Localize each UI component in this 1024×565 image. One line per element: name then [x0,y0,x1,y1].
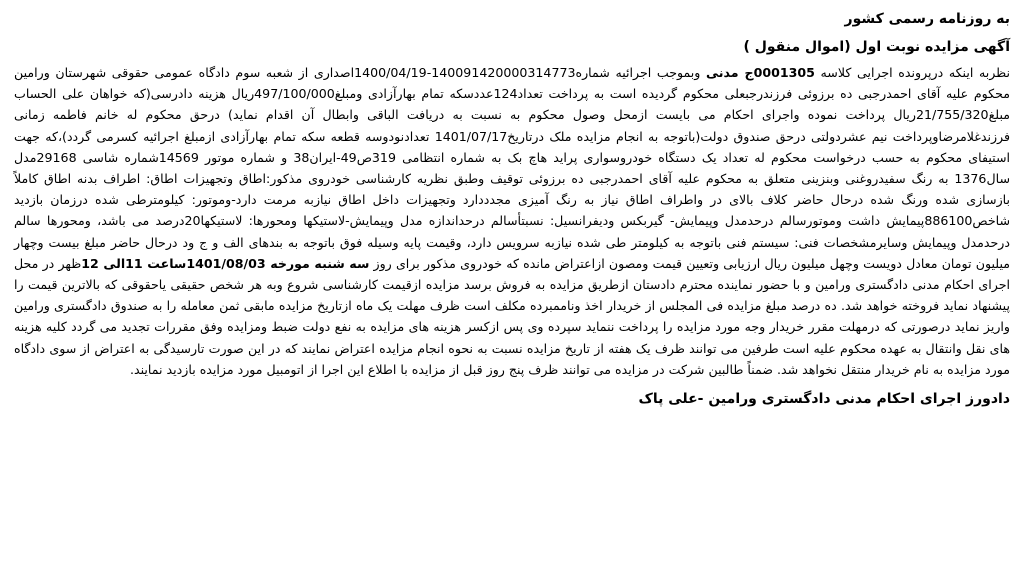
notice-body [14,62,1010,380]
signature: دادورز اجرای احکام مدنی دادگستری ورامین -علی پاک [638,391,1010,408]
body-main: وبموجب اجرائیه شماره140091420000314773-1400/04/19اصداری از شعبه سوم دادگاه عمومی حقوقی شهرستان ورامین محکوم علیه آقای احمدرجبی ده برزوئی فرزندرجبعلی محکوم گردیده است به پرداخت تعداد124عددسکه تمام بهارآزادی ومبلغ497/100/000ریال هزینه دادرسی(که خواهان علی الحساب مبلغ21/755/320ریال پرداخت نموده واجرای احکام می بایست ازمحل وصول محکوم به نسبت به دریافت الباقی وابطال آن اقدام نماید) درحق محکوم له خانم فاطمه زمانی فرزندغلامرضاوپرداخت نیم عشردولتی درحق صندوق دولت(باتوجه به انجام مزایده ملک درتاریخ1401/07/17 تعدادنودوسه قطعه سکه تمام بهارآزادی ازمبلغ اجرائیه کسرمی گردد)،که جهت استیفای محکوم به حسب درخواست محکوم له تعداد یک دستگاه خودروسواری پراید هاچ بک به شماره انتظامی 319ص49-ایران38 و شماره موتور 14569شماره شاسی 29168مدل سال1376 به رنگ سفیدروغنی وبنزینی متعلق به محکوم علیه آقای احمدرجبی ده برزوئی توقیف وطبق نظریه کارشناسی خودروی مذکور:اطاق وتجهیزات اطاق: اطراف بدنه اطاق کاملاً بازسازی شده ورنگ شده درحال حاضر کلاف بالای در واطراف اطاق نیاز به رنگ آمیزی مجدددارد وتجهیزات داخل اطاق نیازبه مرمت دارد-وموتور: کیلومترطی شده درزمان بازدید شاخص886100پیمایش داشت وموتورسالم درحدمدل وپیمایش- گیربکس ودیفرانسیل: نسبتأسالم درحداندازه مدل وپیمایش-لاستیکها ومحورها: لاستیکها20درصد می باشد، ومحورها سالم درحدمدل وپیمایش وسایرمشخصات فنی: سیستم فنی باتوجه به کیلومتر طی شده نیازبه سرویس دارد، وقیمت پایه وسیله فوق باتوجه به بندهای الف و ج ود درحال حاضر مبلغ بیست وچهار میلیون تومان معادل دویست وچهل میلیون ریال ارزیابی وتعیین قیمت ومصون ازاعتراض مانده که خودروی مذکور برای روز [14,65,1011,271]
auction-date: سه شنبه مورخه 1401/08/03ساعت 11الی 12 [81,255,370,271]
body-terms: ظهر در محل اجرای احکام مدنی دادگستری ورامین و با حضور نماینده محترم دادستان ازطریق مزایده به فروش برسد مزایده ازقیمت کارشناسی شروع وبه هر شخص حقیقی یاحقوقی که بالاترین قیمت را پیشنهاد نماید فروخته خواهد شد. ده درصد مبلغ مزایده فی المجلس از خریدار اخذ وناممبرده مکلف است ظرف مهلت یک ماه ازتاریخ مزایده مابقی ثمن معامله را به صندوق دادگستری ورامین واریز نماید درصورتی که درمهلت مقرر خریدار وجه مورد مزایده را پرداخت ننماید سپرده وی پس ازکسر هزینه های مزایده به نفع دولت ضبط ومزایده وفق مقررات تجدید می گردد کلیه هزینه های نقل وانتقال به عهده محکوم علیه است طرفین می توانند ظرف یک هفته از تاریخ مزایده نسبت به نحوه انجام مزایده اعتراض نمایند که در این صورت تارسیدگی به اعتراض از سوی دادگاه مورد مزایده به نام خریدار منتقل نخواهد شد. ضمناً طالبین شرکت در مزایده می توانند ظرف پنج روز قبل از مزایده با اطلاع این اجرا از اتومبیل مورد مزایده بازدید نمایند. [14,255,1010,377]
case-number: 0001305ج مدنی [705,65,815,80]
body-intro: نظربه اینکه درپرونده اجرایی کلاسه [814,65,1010,80]
newspaper-name: به روزنامه رسمی کشور [844,11,1010,27]
notice-title: آگهی مزایده نوبت اول (اموال منقول ) [743,39,1010,55]
